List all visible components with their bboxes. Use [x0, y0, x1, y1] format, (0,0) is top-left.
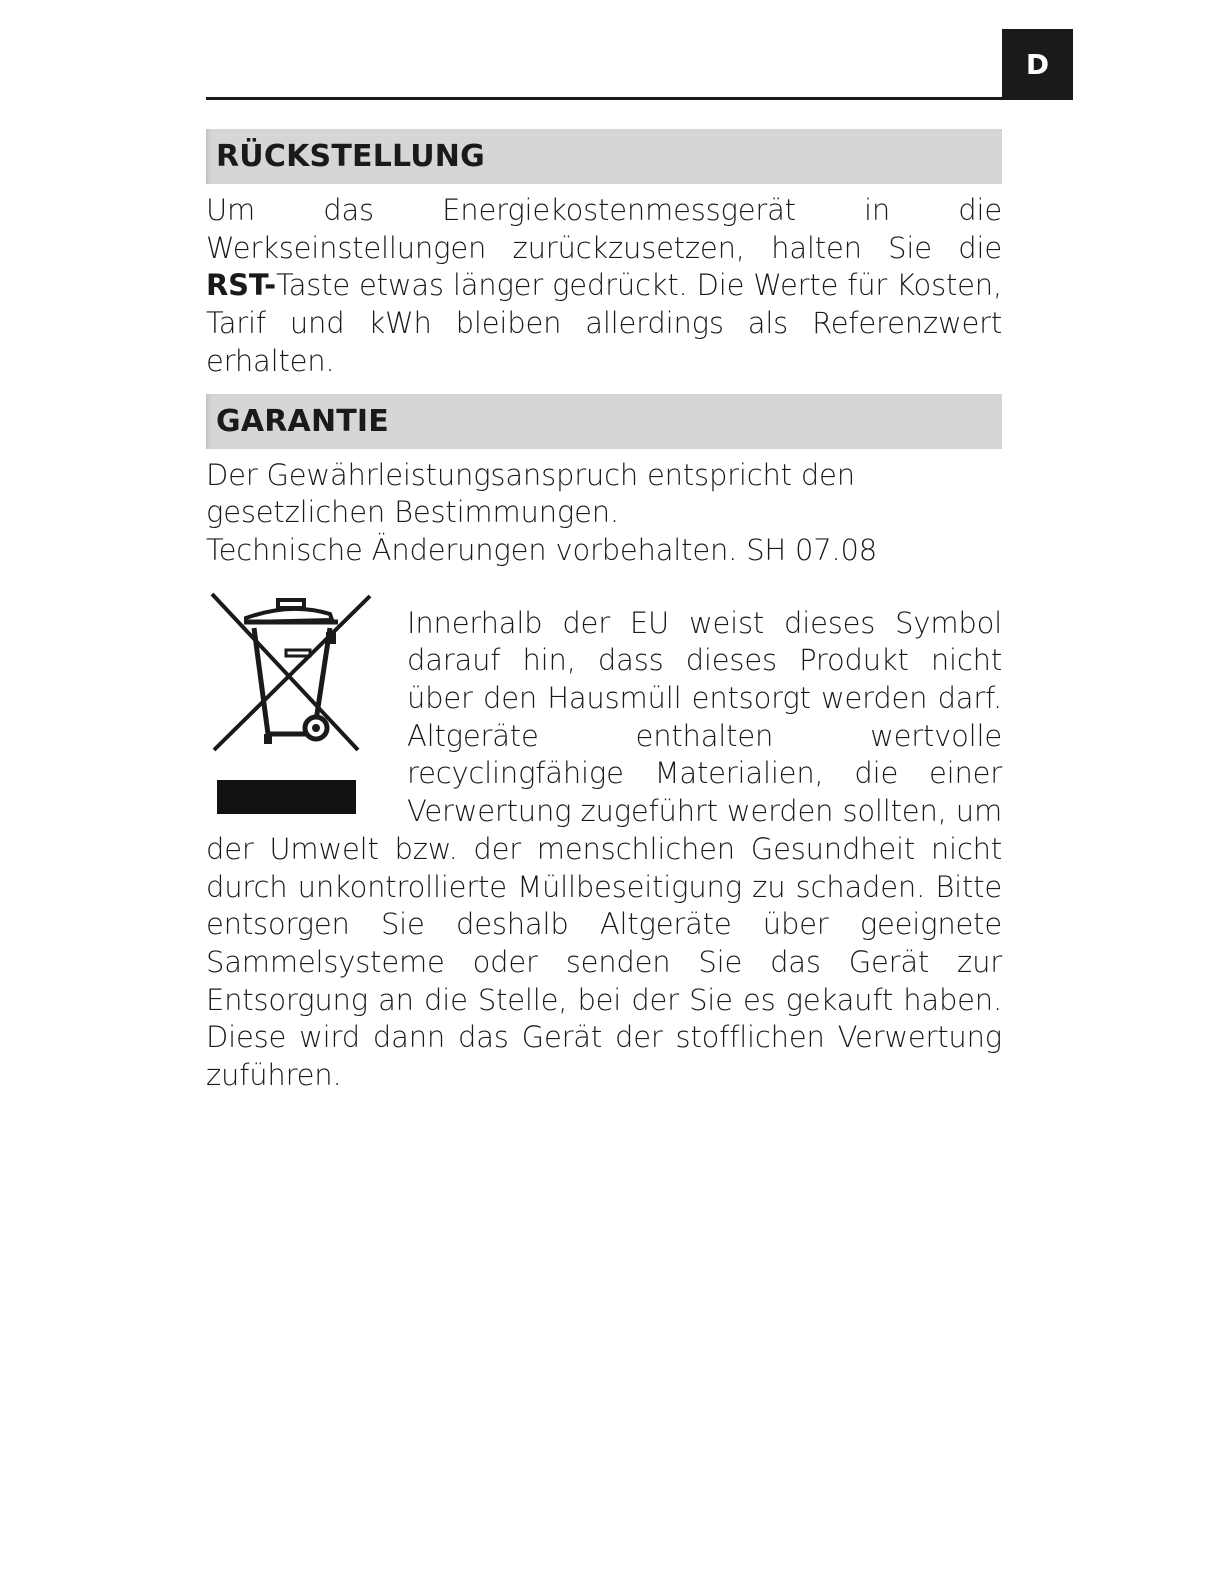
top-rule: [206, 97, 1002, 100]
reset-paragraph: [206, 192, 1002, 381]
warranty-paragraph: Der Gewährleistungsanspruch entspricht den gesetzlichen Bestimmungen.: [206, 457, 855, 530]
technical-changes-note: Technische Änderungen vorbehalten. SH 07.08: [206, 532, 878, 567]
reset-text-after: Taste etwas länger gedrückt. Die Werte für Kosten, Tarif und kWh bleiben allerdings als Referenzwert erhalten.: [206, 268, 1002, 378]
reset-heading: RÜCKSTELLUNG: [206, 129, 1002, 184]
disposal-paragraph: Innerhalb der EU weist dieses Symbol darauf hin, dass dieses Produkt nicht über den Hausmüll entsorgt werden darf. Altgeräte enthalten wertvolle recyclingfähige Materialien, die einer Verwertung zugeführt werden sollten, um der Umwelt bzw. der menschlichen Gesundheit nicht durch unkontrollierte Müllbeseitigung zu schaden. Bitte entsorgen Sie deshalb Altgeräte über geeignete Sammelsysteme oder senden Sie das Gerät zur Entsorgung an die Stelle, bei der Sie es gekauft haben. Diese wird dann das Gerät der stofflichen Verwertung zuführen.: [206, 605, 1002, 1093]
language-tab: D: [1002, 29, 1073, 100]
warranty-heading: GARANTIE: [206, 394, 1002, 449]
page-content: [206, 129, 1002, 1095]
rst-button-name: RST-: [206, 268, 276, 303]
disposal-section: [206, 586, 1002, 1095]
reset-text-before: Um das Energiekostenmessgerät in die Werkseinstellungen zurückzusetzen, halten Sie die: [206, 193, 1002, 265]
crossed-out-wheelie-bin-icon: [206, 588, 376, 820]
